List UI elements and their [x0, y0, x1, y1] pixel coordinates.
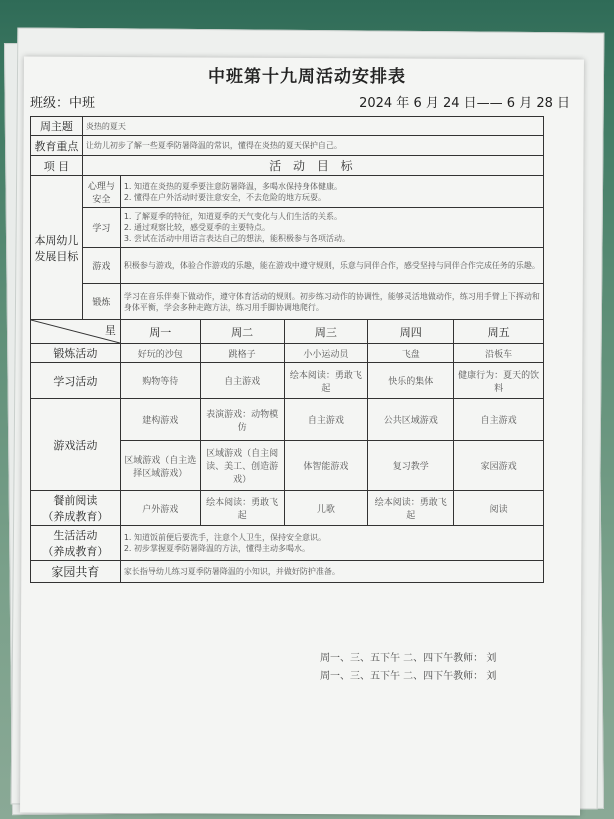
goal-text: 1. 知道在炎热的夏季要注意防暑降温，多喝水保持身体健康。 2. 懂得在户外活动时要注意安全，不去危险的地方玩耍。	[120, 176, 543, 208]
play-label: 游戏活动	[31, 399, 121, 491]
play-cell: 公共区域游戏	[368, 399, 454, 441]
goal-area: 学习	[82, 208, 120, 248]
goal-text: 1. 了解夏季的特征，知道夏季的天气变化与人们生活的关系。 2. 通过观察比较，感受夏季的主要特点。 3. 尝试在活动中用语言表达自己的想法，能积极参与各项活动。	[120, 208, 543, 248]
teacher-footer	[320, 650, 496, 686]
reading-cell: 绘本阅读：勇敢飞起	[200, 491, 284, 526]
weekday-header: 星	[104, 324, 116, 337]
goals-header: 活 动 目 标	[82, 156, 543, 176]
header-meta	[30, 92, 570, 111]
learning-cell: 绘本阅读：勇敢飞起	[284, 363, 368, 399]
item-label: 项 目	[31, 156, 83, 176]
day-header: 周三	[284, 320, 368, 344]
life-text: 1. 知道饭前便后要洗手，注意个人卫生，保持安全意识。 2. 初步掌握夏季防暑降温的方法，懂得主动多喝水。	[120, 526, 543, 561]
play-cell: 复习教学	[368, 441, 454, 491]
footer-line: 周一、三、五下午 二、四下午教师： 刘	[320, 671, 497, 682]
goal-area: 游戏	[82, 248, 120, 284]
goal-area: 心理与安全	[82, 176, 120, 208]
exercise-cell: 跳格子	[200, 344, 284, 363]
play-cell: 区域游戏（自主阅读、美工、创造游戏）	[200, 441, 284, 491]
goal-area: 锻炼	[82, 284, 120, 320]
dev-goal-label: 本周幼儿发展目标	[31, 176, 83, 320]
day-header: 周一	[120, 320, 200, 344]
reading-cell: 儿歌	[284, 491, 368, 526]
goal-text: 积极参与游戏，体验合作游戏的乐趣，能在游戏中遵守规则，乐意与同伴合作，感受坚持与同伴合作完成任务的乐趣。	[120, 248, 543, 284]
class-label: 班级：	[30, 96, 70, 111]
day-header: 周二	[200, 320, 284, 344]
day-header: 周五	[454, 320, 544, 344]
play-cell: 区域游戏（自主选择区域游戏）	[120, 441, 200, 491]
play-cell: 自主游戏	[284, 399, 368, 441]
exercise-cell: 好玩的沙包	[120, 344, 200, 363]
reading-cell: 阅读	[454, 491, 544, 526]
home-label: 家园共育	[31, 561, 121, 583]
reading-label: 餐前阅读 （养成教育）	[31, 491, 121, 526]
learning-cell: 快乐的集体	[368, 363, 454, 399]
exercise-label: 锻炼活动	[31, 344, 121, 363]
reading-cell: 绘本阅读：勇敢飞起	[368, 491, 454, 526]
focus-label: 教育重点	[31, 136, 83, 156]
play-cell: 自主游戏	[454, 399, 544, 441]
exercise-cell: 沿板车	[454, 344, 544, 363]
theme-value: 炎热的夏天	[82, 117, 543, 136]
date-range: 2024 年 6 月 24 日—— 6 月 28 日	[359, 96, 570, 111]
weekday-corner	[31, 320, 121, 344]
learning-cell: 自主游戏	[200, 363, 284, 399]
play-cell: 表演游戏：动物模仿	[200, 399, 284, 441]
footer-line: 周一、三、五下午 二、四下午教师： 刘	[320, 653, 497, 664]
page-title: 中班第十九周活动安排表	[208, 67, 406, 87]
learning-cell: 健康行为：夏天的饮料	[454, 363, 544, 399]
goal-text: 学习在音乐伴奏下做动作，遵守体育活动的规则。初步练习动作的协调性，能够灵活地做动作，练习用手臂上下挥动和身体平衡，学会多种走跑方法，练习用手脚协调地爬行。	[120, 284, 543, 320]
learning-label: 学习活动	[31, 363, 121, 399]
play-cell: 体智能游戏	[284, 441, 368, 491]
play-cell: 建构游戏	[120, 399, 200, 441]
reading-cell: 户外游戏	[120, 491, 200, 526]
day-header: 周四	[368, 320, 454, 344]
home-text: 家长指导幼儿练习夏季防暑降温的小知识，并做好防护准备。	[120, 561, 543, 583]
life-label: 生活活动 （养成教育）	[31, 526, 121, 561]
class-info	[30, 92, 95, 111]
exercise-cell: 小小运动员	[284, 344, 368, 363]
play-cell: 家园游戏	[454, 441, 544, 491]
exercise-cell: 飞盘	[368, 344, 454, 363]
learning-cell: 购物等待	[120, 363, 200, 399]
focus-value: 让幼儿初步了解一些夏季防暑降温的常识，懂得在炎热的夏天保护自己。	[82, 136, 543, 156]
class-value: 中班	[69, 96, 96, 111]
schedule-table	[30, 116, 544, 583]
theme-label: 周主题	[31, 117, 83, 136]
